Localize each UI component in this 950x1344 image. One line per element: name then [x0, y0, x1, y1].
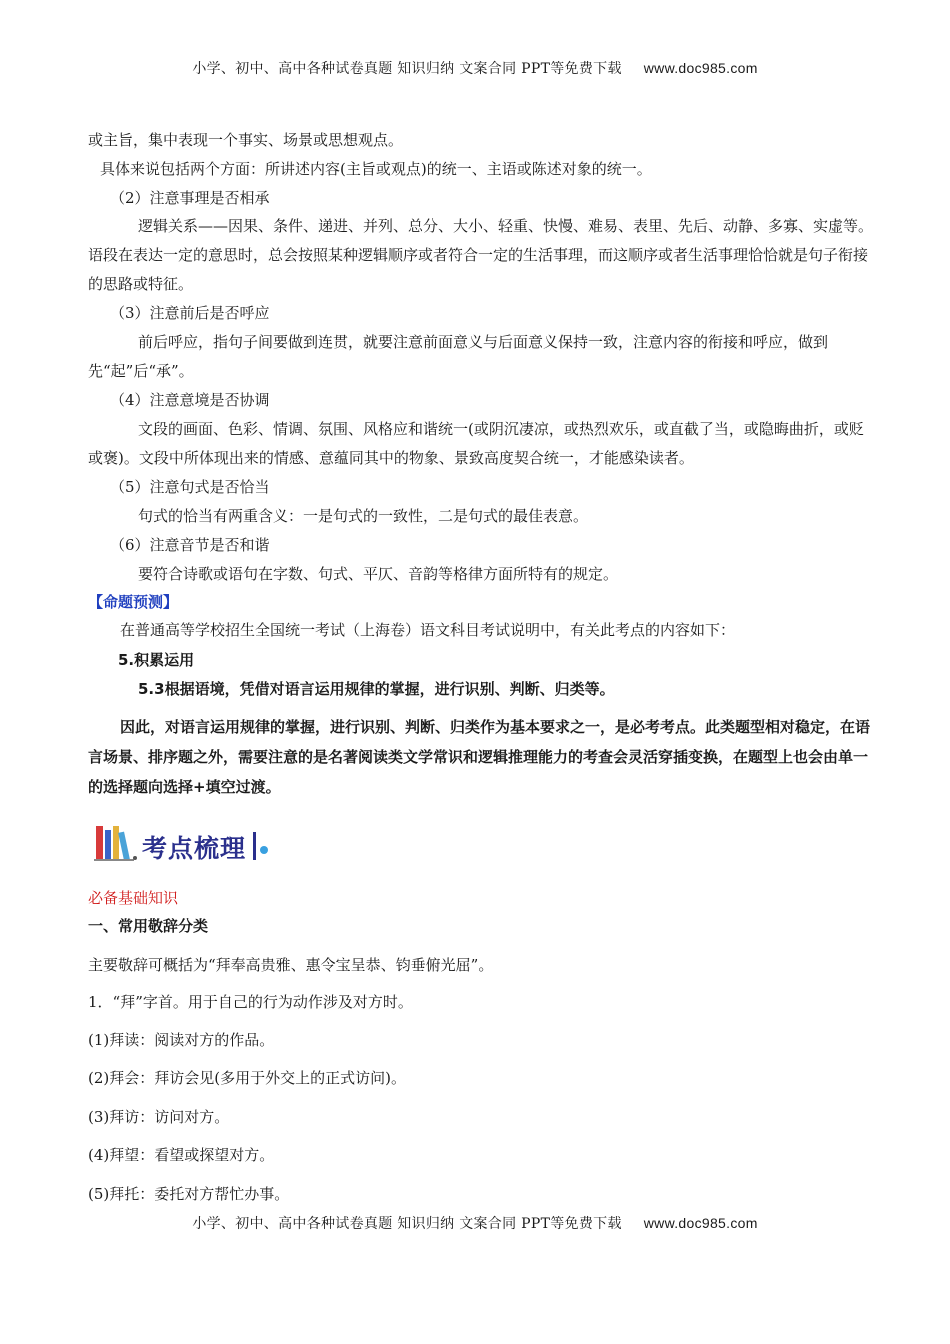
paragraph-3: 前后呼应，指句子间要做到连贯，就要注意前面意义与后面意义保持一致，注意内容的衔接和呼应，做到先“起”后“承”。 — [88, 333, 829, 380]
paragraph-5: 句式的恰当有两重含义：一是句式的一致性，二是句式的最佳表意。 — [138, 507, 589, 525]
list-item: (4)拜望：看望或探望对方。 — [88, 1146, 275, 1164]
book-icon-3 — [113, 826, 119, 860]
item-5-3: 5.3根据语境，凭借对语言运用规律的掌握，进行识别、判断、归类等。 — [138, 680, 615, 698]
paragraph-2: 逻辑关系——因果、条件、递进、并列、总分、大小、轻重、快慢、难易、表里、先后、动静、多寡、实虚等。语段在表达一定的意思时，总会按照某种逻辑顺序或者符合一定的生活事理，而这顺序或者生活事理恰恰就是句子衔接的思路或特征。 — [88, 217, 874, 293]
conclusion-paragraph: 因此，对语言运用规律的掌握，进行识别、判断、归类作为基本要求之一，是必考考点。此类题型相对稳定，在语言场景、排序题之外，需要注意的是名著阅读类文学常识和逻辑推理能力的考查会灵活穿插变换，在题型上也会由单一的选择题向选择+填空过渡。 — [88, 718, 871, 796]
basic-knowledge-title: 必备基础知识 — [88, 889, 179, 907]
heading-5: （5）注意句式是否恰当 — [110, 478, 270, 496]
heading-2: （2）注意事理是否相承 — [110, 189, 270, 207]
list-item: (5)拜托：委托对方帮忙办事。 — [88, 1185, 290, 1203]
book-icon-4 — [118, 832, 130, 861]
section-1-title: 一、常用敬辞分类 — [88, 917, 209, 935]
bai-intro: 1．“拜”字首。用于自己的行为动作涉及对方时。 — [88, 993, 413, 1011]
header-text: 小学、初中、高中各种试卷真题 知识归纳 文案合同 PPT等免费下载 — [192, 61, 622, 77]
banner-dot — [260, 846, 268, 854]
page-header — [0, 58, 950, 78]
footer-text: 小学、初中、高中各种试卷真题 知识归纳 文案合同 PPT等免费下载 — [192, 1216, 622, 1232]
book-shelf — [94, 859, 134, 861]
book-icon-2 — [105, 830, 111, 860]
book-icon-1 — [96, 826, 103, 860]
page-footer — [0, 1213, 950, 1233]
forecast-tag: 【命题预测】 — [88, 593, 179, 611]
heading-4: （4）注意意境是否协调 — [110, 391, 270, 409]
line-aspects: 具体来说包括两个方面：所讲述内容(主旨或观点)的统一、主语或陈述对象的统一。 — [100, 160, 652, 178]
list-item: (1)拜读：阅读对方的作品。 — [88, 1031, 275, 1049]
heading-6: （6）注意音节是否和谐 — [110, 536, 270, 554]
footer-url[interactable]: www.doc985.com — [643, 1215, 758, 1231]
list-item: (3)拜访：访问对方。 — [88, 1108, 230, 1126]
paragraph-4: 文段的画面、色彩、情调、氛围、风格应和谐统一(或阴沉凄凉，或热烈欢乐，或直截了当，或隐晦曲折，或贬或褒)。文段中所体现出来的情感、意蕴同其中的物象、景致高度契合统一，才能感染读者。 — [88, 420, 864, 467]
banner-title: 考点梳理 — [142, 834, 247, 863]
item-5: 5.积累运用 — [118, 651, 195, 669]
header-url[interactable]: www.doc985.com — [643, 60, 758, 76]
paragraph-6: 要符合诗歌或语句在字数、句式、平仄、音韵等格律方面所特有的规定。 — [138, 565, 619, 583]
list-item: (2)拜会：拜访会见(多用于外交上的正式访问)。 — [88, 1069, 406, 1087]
heading-3: （3）注意前后是否呼应 — [110, 304, 270, 322]
forecast-intro: 在普通高等学校招生全国统一考试（上海卷）语文科目考试说明中，有关此考点的内容如下： — [120, 621, 736, 639]
summary-line: 主要敬辞可概括为“拜奉高贵雅、惠令宝呈恭、钧垂俯光屈”。 — [88, 956, 494, 974]
line-topic: 或主旨，集中表现一个事实、场景或思想观点。 — [88, 131, 404, 149]
dot-icon — [133, 856, 137, 860]
banner-cursor — [253, 832, 256, 860]
